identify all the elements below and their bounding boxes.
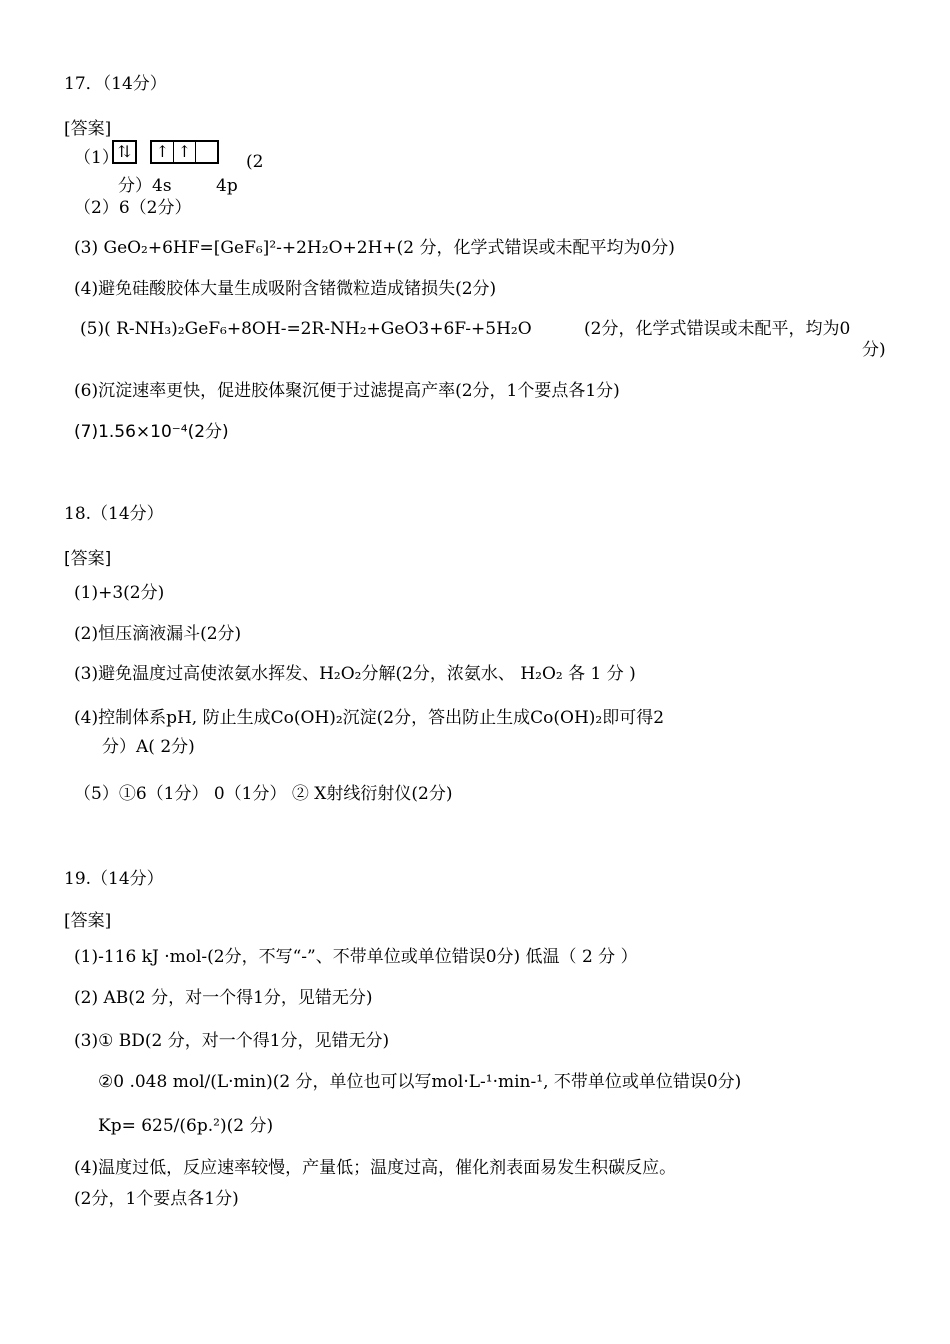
q19-part3-item3: Kp= 625/(6p.²)(2 分) xyxy=(98,1116,274,1136)
orbital-4s-cell: ⇅ xyxy=(117,142,132,161)
q18-answer-label: [答案] xyxy=(64,549,112,569)
q17-part1-4p-label: 4p xyxy=(216,176,238,196)
orbital-4p-cell-1: ↑ xyxy=(152,142,174,162)
q17-part6: (6)沉淀速率更快，促进胶体聚沉便于过滤提高产率(2分，1个要点各1分) xyxy=(74,381,620,401)
q17-header: 17．（14分） xyxy=(64,74,167,94)
q17-part4: (4)避免硅酸胶体大量生成吸附含锗微粒造成锗损失(2分) xyxy=(74,279,497,299)
q17-part5-note-cont: 分) xyxy=(862,340,886,360)
q17-part1-prefix: （1） xyxy=(74,148,119,168)
q19-header: 19.（14分） xyxy=(64,869,164,889)
q19-answer-label: [答案] xyxy=(64,911,112,931)
orbital-box-4p xyxy=(150,140,219,164)
q17-answer-label: [答案] xyxy=(64,119,112,139)
q18-header: 18.（14分） xyxy=(64,504,164,524)
orbital-4p-cell-3 xyxy=(196,142,217,162)
q18-part4-line2: 分）A( 2分) xyxy=(102,737,195,757)
q18-part3: (3)避免温度过高使浓氨水挥发、H₂O₂分解(2分，浓氨水、 H₂O₂ 各 1 分 ) xyxy=(74,664,636,684)
q19-part4-line1: (4)温度过低，反应速率较慢，产量低；温度过高，催化剂表面易发生积碳反应。 xyxy=(74,1158,677,1178)
orbital-box-4s xyxy=(112,140,137,164)
q17-part1-points-a: (2 xyxy=(246,152,264,172)
q19-part2: (2) AB(2 分，对一个得1分，见错无分) xyxy=(74,988,373,1008)
q17-part3: (3) GeO₂+6HF=[GeF₆]²-+2H₂O+2H+(2 分，化学式错误或未配平均为0分) xyxy=(74,238,675,258)
q18-part1: (1)+3(2分) xyxy=(74,583,165,603)
q17-part5-note: (2分，化学式错误或未配平，均为0 xyxy=(584,319,851,339)
q18-part2: (2)恒压滴液漏斗(2分) xyxy=(74,624,242,644)
q17-part5-equation: (5)( R-NH₃)₂GeF₆+8OH-=2R-NH₂+GeO3+6F-+5H₂O xyxy=(80,319,532,339)
q17-part7: (7)1.56×10⁻⁴(2分) xyxy=(74,422,229,442)
q19-part1: (1)-116 kJ ·mol-(2分，不写“-”、不带单位或单位错误0分) 低温（ 2 分 ） xyxy=(74,947,638,967)
q19-part3-item2: ②0 .048 mol/(L·min)(2 分，单位也可以写mol·L-¹·min-¹, 不带单位或单位错误0分) xyxy=(98,1072,742,1092)
q19-part3-item1: (3)① BD(2 分，对一个得1分，见错无分) xyxy=(74,1031,390,1051)
q18-part5: （5）①6（1分） 0（1分） ② X射线衍射仪(2分) xyxy=(74,784,453,804)
q18-part4-line1: (4)控制体系pH, 防止生成Co(OH)₂沉淀(2分，答出防止生成Co(OH)₂即可得2 xyxy=(74,708,665,728)
q17-part2: （2）6（2分） xyxy=(74,198,192,218)
orbital-4p-cell-2: ↑ xyxy=(174,142,196,162)
q17-part1-points-b: 分）4s xyxy=(118,176,172,196)
q19-part4-line2: (2分，1个要点各1分) xyxy=(74,1189,239,1209)
